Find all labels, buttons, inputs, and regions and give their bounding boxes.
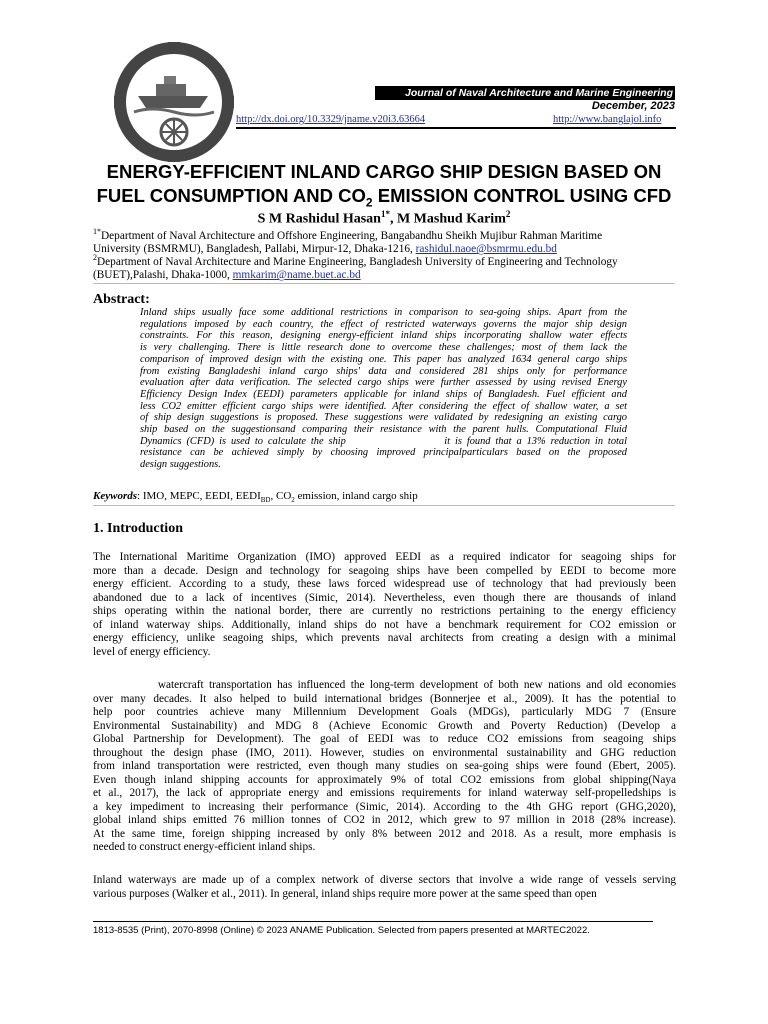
author-2: M Mashud Karim [396,211,506,227]
journal-name-banner: Journal of Naval Architecture and Marine Engineering [375,86,675,100]
title-line-1: ENERGY-EFFICIENT INLAND CARGO SHIP DESIGN BASED ON [106,161,662,182]
doi-link[interactable]: http://dx.doi.org/10.3329/jname.v20i3.63664 [236,114,426,125]
text-line: Efficiency Design Index (EEDI) parameters applicable for inland ships of Bangladesh. Fuel efficient and [140,388,627,400]
author-2-email[interactable]: mmkarim@name.buet.ac.bd [232,269,361,282]
text-line: Inland waterways are made up of a complex network of diverse sectors that involve a wide range of vessels serving [93,874,676,886]
text-line: regulations imposed by each country, the effect of restricted waterways governs the major ship design [140,318,627,330]
text-line: ship based on the suggestionsand comparing their resistance with the parent hulls. Computational Fluid [140,424,627,436]
text-line: Inland ships usually face some additional restrictions in comparison to sea-going ships. Apart from the [140,307,627,318]
footer-copyright: 1813-8535 (Print), 2070-8998 (Online) © 2023 ANAME Publication. Selected from papers presented at MARTEC2022. [93,925,590,936]
text-line: is very challenging. There is little research done to overcome these challenges; most of them lack the [140,342,627,354]
header-rule [236,127,676,129]
abstract-heading: Abstract: [93,292,150,307]
text-line: Dynamics (CFD) is used to calculate the ship it is found that a 13% reduction in total [140,435,627,447]
intro-paragraph-1 [93,551,676,659]
journal-logo [112,40,236,164]
abstract-text [140,307,627,471]
paper-title [80,160,688,215]
text-line: help poor countries achieve many Millennium Development Goals (MDGs), particularly MDG 7 (Ensure [93,706,676,718]
affiliation-1: $^{1*}$Department of Naval Architecture and Offshore Engineering, Bangabandhu Sheikh Mujibur Rahman Maritime University (BSMRMU), Bangladesh, Pallabi, Mirpur-12, Dhaka-1216, rashidul.naoe@bsmrmu.edu.bd [93,227,603,256]
text-line: from inland transportation were restricted, even though many studies on sea-going ships were found (Ebert, 2005). [93,760,676,772]
text-line: evaluation after data verification. The selected cargo ships were further assessed by using revised Energy [140,377,627,389]
text-line: Global Partnership for Development). The goal of EEDI was to reduce CO2 emissions from seagoing ships [93,733,676,745]
text-line: energy efficient. According to a study, these laws forced widespread use of technology that had previously been [93,578,676,590]
footer-rule [93,921,653,922]
intro-paragraph-2 [93,679,676,855]
divider [93,283,675,284]
author-list: S M Rashidul Hasan$^{1*}$, M Mashud Karim$^2$ [257,209,511,227]
text-line: from existing Bangladeshi inland cargo ships' data and considered 281 ships only for performance [140,365,627,377]
text-line: Environmental Sustainability) and MDG 8 (Achieve Economic Growth and Poverty Reduction) (Develop a [93,719,676,732]
title-line-2: FUEL CONSUMPTION AND $CO_2$ EMISSION CONTROL USING CFD [96,185,672,210]
text-line: over many decades. It also helped to build international bridges (Bonnerjee et al., 2009). It has the potential to [93,692,676,705]
text-line: less CO2 emitter efficient cargo ships were identified. After considering the effect of shallow water, a set [140,400,627,412]
website-link[interactable]: http://www.banglajol.info [553,114,662,125]
text-line: design suggestions. [140,459,221,471]
text-line: At the same time, foreign shipping increased by only 8% between 2012 and 2018. As a result, more emphasis is [93,827,676,840]
affiliation-2: $^2$Department of Naval Architecture and Marine Engineering, Bangladesh University of Engineering and Technology (BUET),Palashi, Dhaka-1000, mmkarim@name.buet.ac.bd [93,253,618,282]
author-1-email[interactable]: rashidul.naoe@bsmrmu.edu.bd [415,243,557,256]
divider [93,505,675,506]
section-heading: 1. Introduction [93,521,183,536]
text-line: constraints. For this reason, designing energy-efficient inland ships incorporating shallow water effects [140,330,627,342]
text-line: resistance can be achieved simply by choosing improved principalparticulars based on the proposed [140,447,627,459]
keywords: Keywords: IMO, MEPC, EEDI, $EEDI_{BD}$, $CO_2$ emission, inland cargo ship [93,490,418,505]
text-line: et al., 2017), the lack of appropriate energy and emissions requirements for inland waterway self-propelledships is [93,787,676,799]
text-line: various purposes (Walker et al., 2011). In general, inland ships require more power at the same speed than open [93,887,597,900]
text-line: of ship design suggestions is proposed. These suggestions were validated by redesigning an existing cargo [140,412,627,424]
text-line: comparison of improved design with the existing one. This paper has analyzed 1634 general cargo ships [140,353,627,365]
text-line: of inland waterway ships. Additionally, inland ships do not have a benchmark requirement for CO2 emission or [93,618,676,631]
text-line: more than a decade. Design and technology for seagoing ships have been compelled by EEDI to become more [93,564,676,577]
text-line: needed to construct energy-efficient inland ships. [93,841,316,853]
text-line: abandoned due to a lack of incentives (Simic, 2014). Nevertheless, even though there are thousands of inland [93,591,676,604]
text-line: Even though inland shipping accounts for approximately 9% of total CO2 emissions from global shipping(Naya [93,773,676,786]
intro-paragraph-3 [93,874,676,901]
text-line: watercraft transportation has influenced the long-term development of both new nations and old economies [93,679,677,691]
issue-date: December, 2023 [591,100,675,112]
text-line: energy efficiency, unlike seagoing ships, which prevents naval architects from creating a design with a minimal [93,632,676,644]
text-line: global inland ships emitted 76 million tonnes of CO2 in 2012, which grew to 97 million in 2018 (28% increase). [93,814,676,826]
author-1: S M Rashidul Hasan [257,211,381,227]
text-line: ships operating within the national border, there are currently no restrictions pertaining to the energy efficiency [93,605,676,617]
text-line: a key impediment to increasing their performance (Simic, 2014). According to the 4th GHG report (GHG,2020), [93,800,676,813]
text-line: level of energy efficiency. [93,645,211,658]
text-line: The International Maritime Organization (IMO) approved EEDI as a required indicator for seagoing ships for [93,551,676,563]
text-line: throughout the design phase (IMO, 2011). However, studies on environmental sustainability and GHG reduction [93,746,676,759]
